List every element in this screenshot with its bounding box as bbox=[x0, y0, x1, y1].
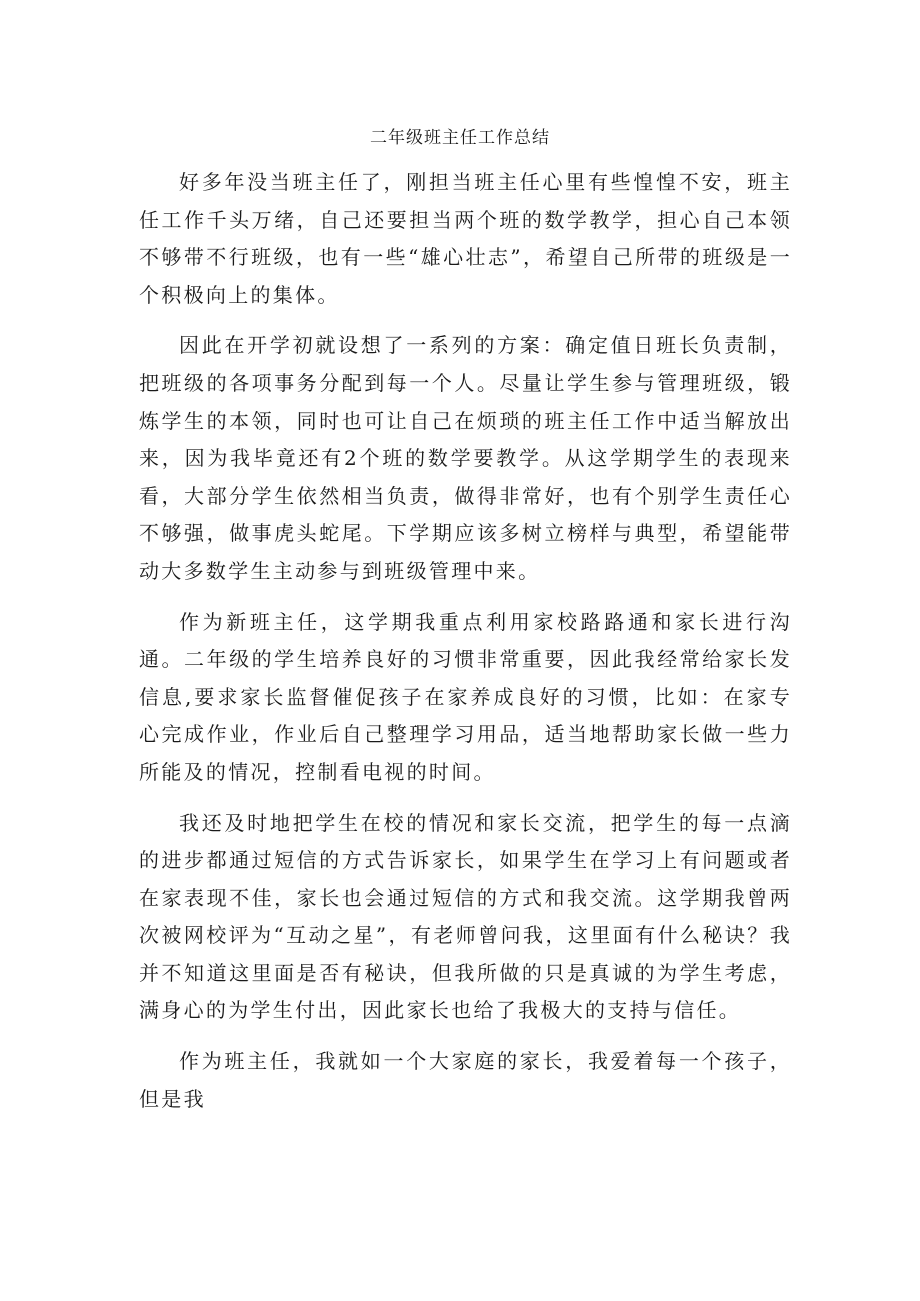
document-body bbox=[139, 164, 792, 1131]
paragraph: 因此在开学初就设想了一系列的方案：确定值日班长负责制，把班级的各项事务分配到每一个人。尽量让学生参与管理班级，锻炼学生的本领，同时也可让自己在烦琐的班主任工作中适当解放出来，因为我毕竟还有2个班的数学要教学。从这学期学生的表现来看，大部分学生依然相当负责，做得非常好，也有个别学生责任心不够强，做事虎头蛇尾。下学期应该多树立榜样与典型，希望能带动大多数学生主动参与到班级管理中来。 bbox=[139, 333, 792, 583]
paragraph: 作为班主任，我就如一个大家庭的家长，我爱着每一个孩子，但是我 bbox=[139, 1049, 792, 1111]
paragraph: 好多年没当班主任了，刚担当班主任心里有些惶惶不安，班主任工作千头万绪，自己还要担当两个班的数学教学，担心自己本领不够带不行班级，也有一些“雄心壮志”，希望自己所带的班级是一个积极向上的集体。 bbox=[139, 170, 792, 307]
paragraph: 作为新班主任，这学期我重点利用家校路路通和家长进行沟通。二年级的学生培养良好的习惯非常重要，因此我经常给家长发信息,要求家长监督催促孩子在家养成良好的习惯，比如：在家专心完成作业，作业后自己整理学习用品，适当地帮助家长做一些力所能及的情况，控制看电视的时间。 bbox=[139, 609, 792, 784]
paragraph: 我还及时地把学生在校的情况和家长交流，把学生的每一点滴的进步都通过短信的方式告诉家长，如果学生在学习上有问题或者在家表现不佳，家长也会通过短信的方式和我交流。这学期我曾两次被网校评为“互动之星”，有老师曾问我，这里面有什么秘诀？我并不知道这里面是否有秘诀，但我所做的只是真诚的为学生考虑，满身心的为学生付出，因此家长也给了我极大的支持与信任。 bbox=[139, 810, 792, 1023]
document-title: 二年级班主任工作总结 bbox=[370, 128, 550, 148]
